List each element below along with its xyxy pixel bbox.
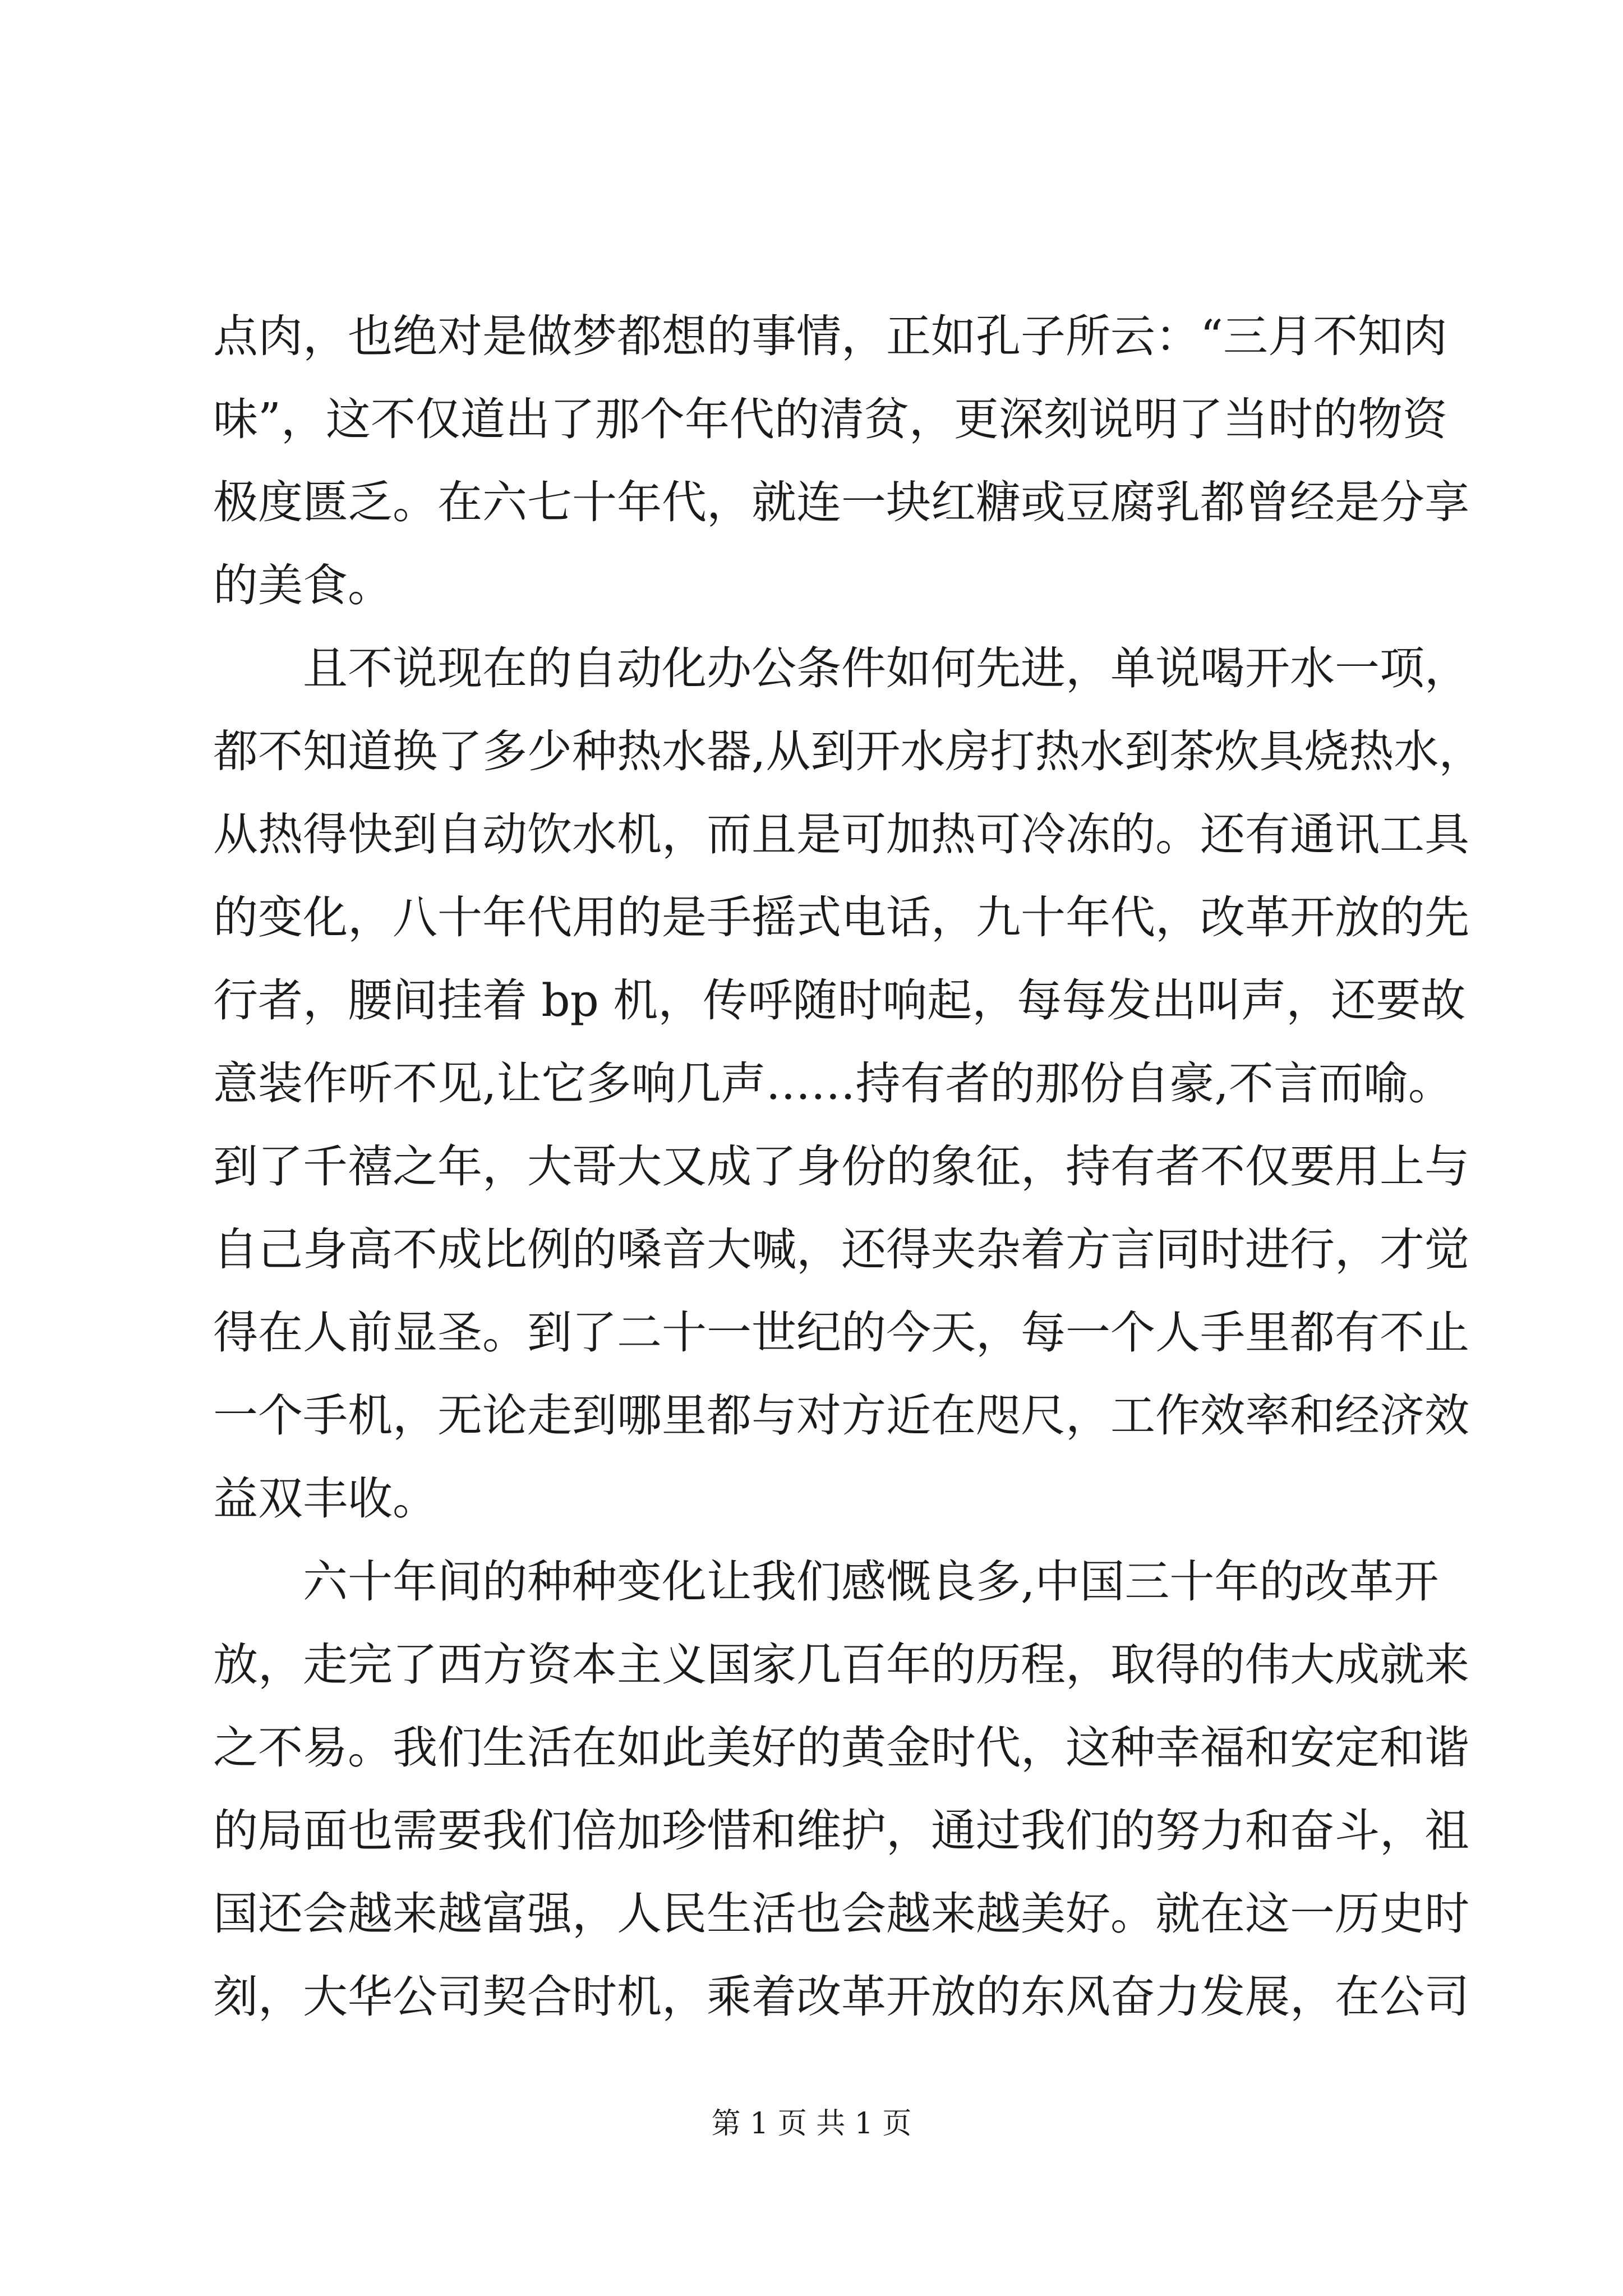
paragraph-2-line-10: 一个手机，无论走到哪里都与对方近在咫尺，工作效率和经济效: [213, 1389, 1469, 1442]
paragraph-2-line-7: 到了千禧之年，大哥大又成了身份的象征，持有者不仅要用上与: [213, 1140, 1469, 1193]
paragraph-3-line-2: 放，走完了西方资本主义国家几百年的历程，取得的伟大成就来: [213, 1639, 1469, 1691]
paragraph-2-line-2: 都不知道换了多少种热水器,从到开水房打热水到茶炊具烧热水，: [213, 725, 1484, 777]
paragraph-3-line-5: 国还会越来越富强，人民生活也会越来越美好。就在这一历史时: [213, 1888, 1469, 1940]
paragraph-2-line-6: 意装作听不见,让它多响几声……持有者的那份自豪,不言而喻。: [213, 1057, 1453, 1110]
paragraph-1-line-4: 的美食。: [213, 559, 393, 611]
page-number-footer: 第 1 页 共 1 页: [711, 2107, 912, 2141]
paragraph-2-line-8: 自己身高不成比例的嗓音大喊，还得夹杂着方言同时进行，才觉: [213, 1223, 1469, 1276]
paragraph-2-line-11: 益双丰收。: [213, 1473, 437, 1525]
paragraph-3-line-4: 的局面也需要我们倍加珍惜和维护，通过我们的努力和奋斗，祖: [213, 1805, 1469, 1857]
paragraph-1-line-2: 味”，这不仅道出了那个年代的清贫，更深刻说明了当时的物资: [213, 393, 1447, 445]
paragraph-2-line-1: 且不说现在的自动化办公条件如何先进，单说喝开水一项，: [303, 642, 1469, 694]
paragraph-1-line-3: 极度匮乏。在六七十年代，就连一块红糖或豆腐乳都曾经是分享: [213, 476, 1469, 528]
paragraph-3-line-3: 之不易。我们生活在如此美好的黄金时代，这种幸福和安定和谐: [213, 1722, 1469, 1774]
paragraph-2-line-9: 得在人前显圣。到了二十一世纪的今天，每一个人手里都有不止: [213, 1306, 1469, 1359]
paragraph-3-line-6: 刻，大华公司契合时机，乘着改革开放的东风奋力发展，在公司: [213, 1971, 1469, 2023]
paragraph-2-line-5: 行者，腰间挂着 bp 机，传呼随时响起，每每发出叫声，还要故: [213, 974, 1466, 1027]
paragraph-2-line-3: 从热得快到自动饮水机，而且是可加热可冷冻的。还有通讯工具: [213, 808, 1469, 861]
paragraph-1-line-1: 点肉，也绝对是做梦都想的事情，正如孔子所云：“三月不知肉: [213, 310, 1447, 362]
paragraph-2-line-4: 的变化，八十年代用的是手摇式电话，九十年代，改革开放的先: [213, 891, 1469, 944]
paragraph-3-line-1: 六十年间的种种变化让我们感慨良多,中国三十年的改革开: [303, 1556, 1439, 1608]
